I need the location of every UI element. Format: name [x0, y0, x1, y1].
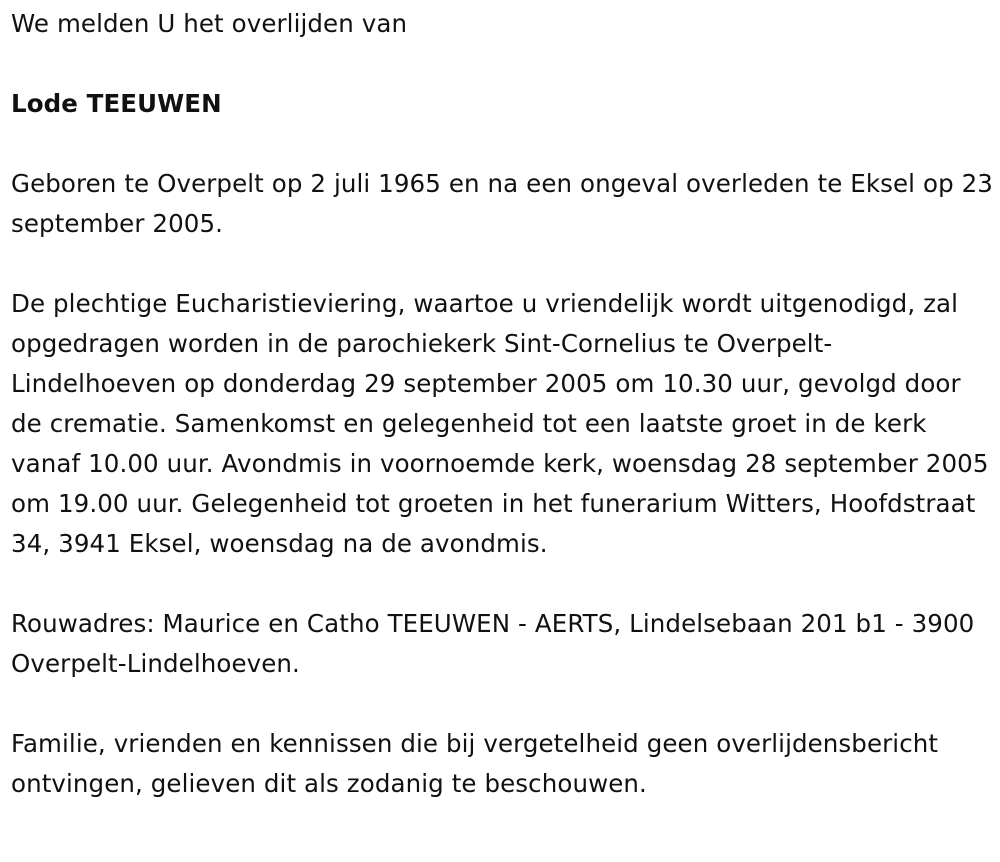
intro-text: We melden U het overlijden van [11, 9, 408, 38]
closing-paragraph: Familie, vrienden en kennissen die bij vergetelheid geen overlijdensbericht ontvingen, gelieven dit als zodanig te beschouwen. [11, 729, 939, 798]
birth-death-paragraph: Geboren te Overpelt op 2 juli 1965 en na een ongeval overleden te Eksel op 23 september 2005. [11, 169, 993, 238]
ceremony-paragraph: De plechtige Eucharistieviering, waartoe u vriendelijk wordt uitgenodigd, zal opgedragen worden in de parochiekerk Sint-Cornelius te Overpelt-Lindelhoeven op donderdag 29 september 2005 om 10.30 uur, gevolgd door de crematie. Samenkomst en gelegenheid tot een laatste groet in de kerk vanaf 10.00 uur. Avondmis in voornoemde kerk, woensdag 28 september 2005 om 19.00 uur. Gelegenheid tot groeten in het funerarium Witters, Hoofdstraat 34, 3941 Eksel, woensdag na de avondmis. [11, 289, 989, 558]
deceased-name: Lode TEEUWEN [11, 89, 222, 118]
mourning-address-paragraph: Rouwadres: Maurice en Catho TEEUWEN - AERTS, Lindelsebaan 201 b1 - 3900 Overpelt-Lindelhoeven. [11, 609, 975, 678]
death-notice [11, 4, 993, 804]
